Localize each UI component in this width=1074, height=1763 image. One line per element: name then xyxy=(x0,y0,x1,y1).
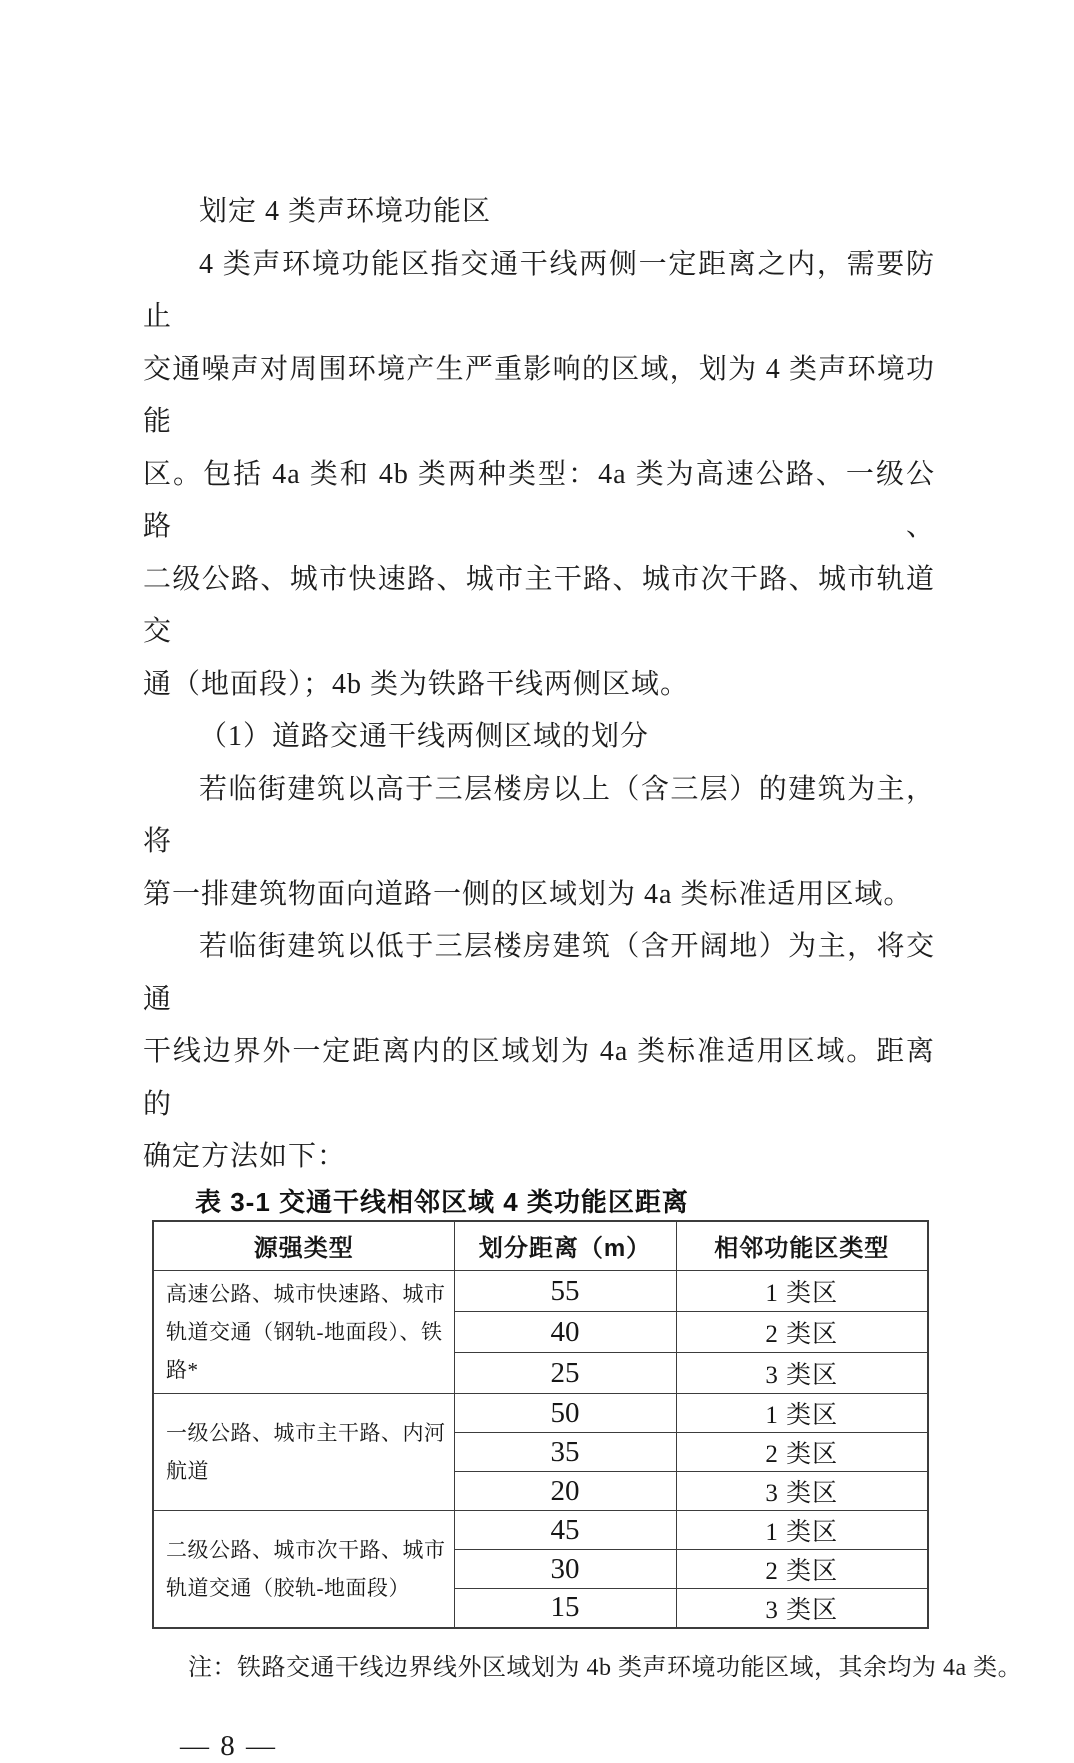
source-cell-group1: 高速公路、城市快速路、城市轨道交通（钢轨-地面段）、铁路* xyxy=(153,1271,454,1394)
zone-cell: 1 类区 xyxy=(676,1511,928,1550)
source-cell-group2: 一级公路、城市主干路、内河航道 xyxy=(153,1394,454,1511)
zone-cell: 2 类区 xyxy=(676,1550,928,1589)
distance-cell: 20 xyxy=(454,1472,676,1511)
zone-cell: 3 类区 xyxy=(676,1472,928,1511)
paragraph1-line4: 二级公路、城市快速路、城市主干路、城市次干路、城市轨道交 xyxy=(143,563,935,647)
zone-cell: 1 类区 xyxy=(676,1271,928,1312)
distance-cell: 25 xyxy=(454,1353,676,1394)
traffic-zone-distance-table xyxy=(152,1220,929,1629)
table-row xyxy=(153,1271,928,1312)
distance-cell: 55 xyxy=(454,1271,676,1312)
paragraph3-line1: 若临街建筑以高于三层楼房以上（含三层）的建筑为主，将 xyxy=(143,773,935,857)
distance-cell: 50 xyxy=(454,1394,676,1433)
zone-cell: 3 类区 xyxy=(676,1589,928,1628)
paragraph1-line2: 交通噪声对周围环境产生严重影响的区域，划为 4 类声环境功能 xyxy=(143,353,935,437)
paragraph1-line1: 4 类声环境功能区指交通干线两侧一定距离之内，需要防止 xyxy=(143,248,935,332)
paragraph4-line1: 若临街建筑以低于三层楼房建筑（含开阔地）为主，将交通 xyxy=(143,931,935,1015)
source-cell-group3: 二级公路、城市次干路、城市轨道交通（胶轨-地面段） xyxy=(153,1511,454,1628)
zone-cell: 2 类区 xyxy=(676,1312,928,1353)
paragraph2-line1: （1）道路交通干线两侧区域的划分 xyxy=(199,721,650,752)
table-row xyxy=(153,1394,928,1433)
paragraph1-line5: 通（地面段）；4b 类为铁路干线两侧区域。 xyxy=(143,668,690,700)
header-distance: 划分距离（m） xyxy=(454,1221,676,1271)
zone-cell: 3 类区 xyxy=(676,1353,928,1394)
paragraph1-line3: 区。包括 4a 类和 4b 类两种类型：4a 类为高速公路、一级公路、 xyxy=(143,458,935,542)
header-source-type: 源强类型 xyxy=(153,1221,454,1271)
paragraph4-line2: 干线边界外一定距离内的区域划为 4a 类标准适用区域。距离的 xyxy=(143,1036,935,1120)
table-title: 表 3-1 交通干线相邻区域 4 类功能区距离 xyxy=(195,1186,689,1217)
zone-cell: 2 类区 xyxy=(676,1433,928,1472)
distance-cell: 15 xyxy=(454,1589,676,1628)
table-footnote: 注：铁路交通干线边界线外区域划为 4b 类声环境功能区域，其余均为 4a 类。 xyxy=(188,1654,1023,1681)
table-header-row xyxy=(153,1221,928,1271)
header-zone-type: 相邻功能区类型 xyxy=(676,1221,928,1271)
distance-cell: 40 xyxy=(454,1312,676,1353)
paragraph4-line3: 确定方法如下： xyxy=(143,1141,347,1172)
page-number: — 8 — xyxy=(180,1729,277,1762)
table-row xyxy=(153,1511,928,1550)
section-heading: 划定 4 类声环境功能区 xyxy=(199,196,492,227)
zone-cell: 1 类区 xyxy=(676,1394,928,1433)
paragraph3-line2: 第一排建筑物面向道路一侧的区域划为 4a 类标准适用区域。 xyxy=(143,878,913,910)
distance-cell: 45 xyxy=(454,1511,676,1550)
distance-cell: 35 xyxy=(454,1433,676,1472)
distance-cell: 30 xyxy=(454,1550,676,1589)
